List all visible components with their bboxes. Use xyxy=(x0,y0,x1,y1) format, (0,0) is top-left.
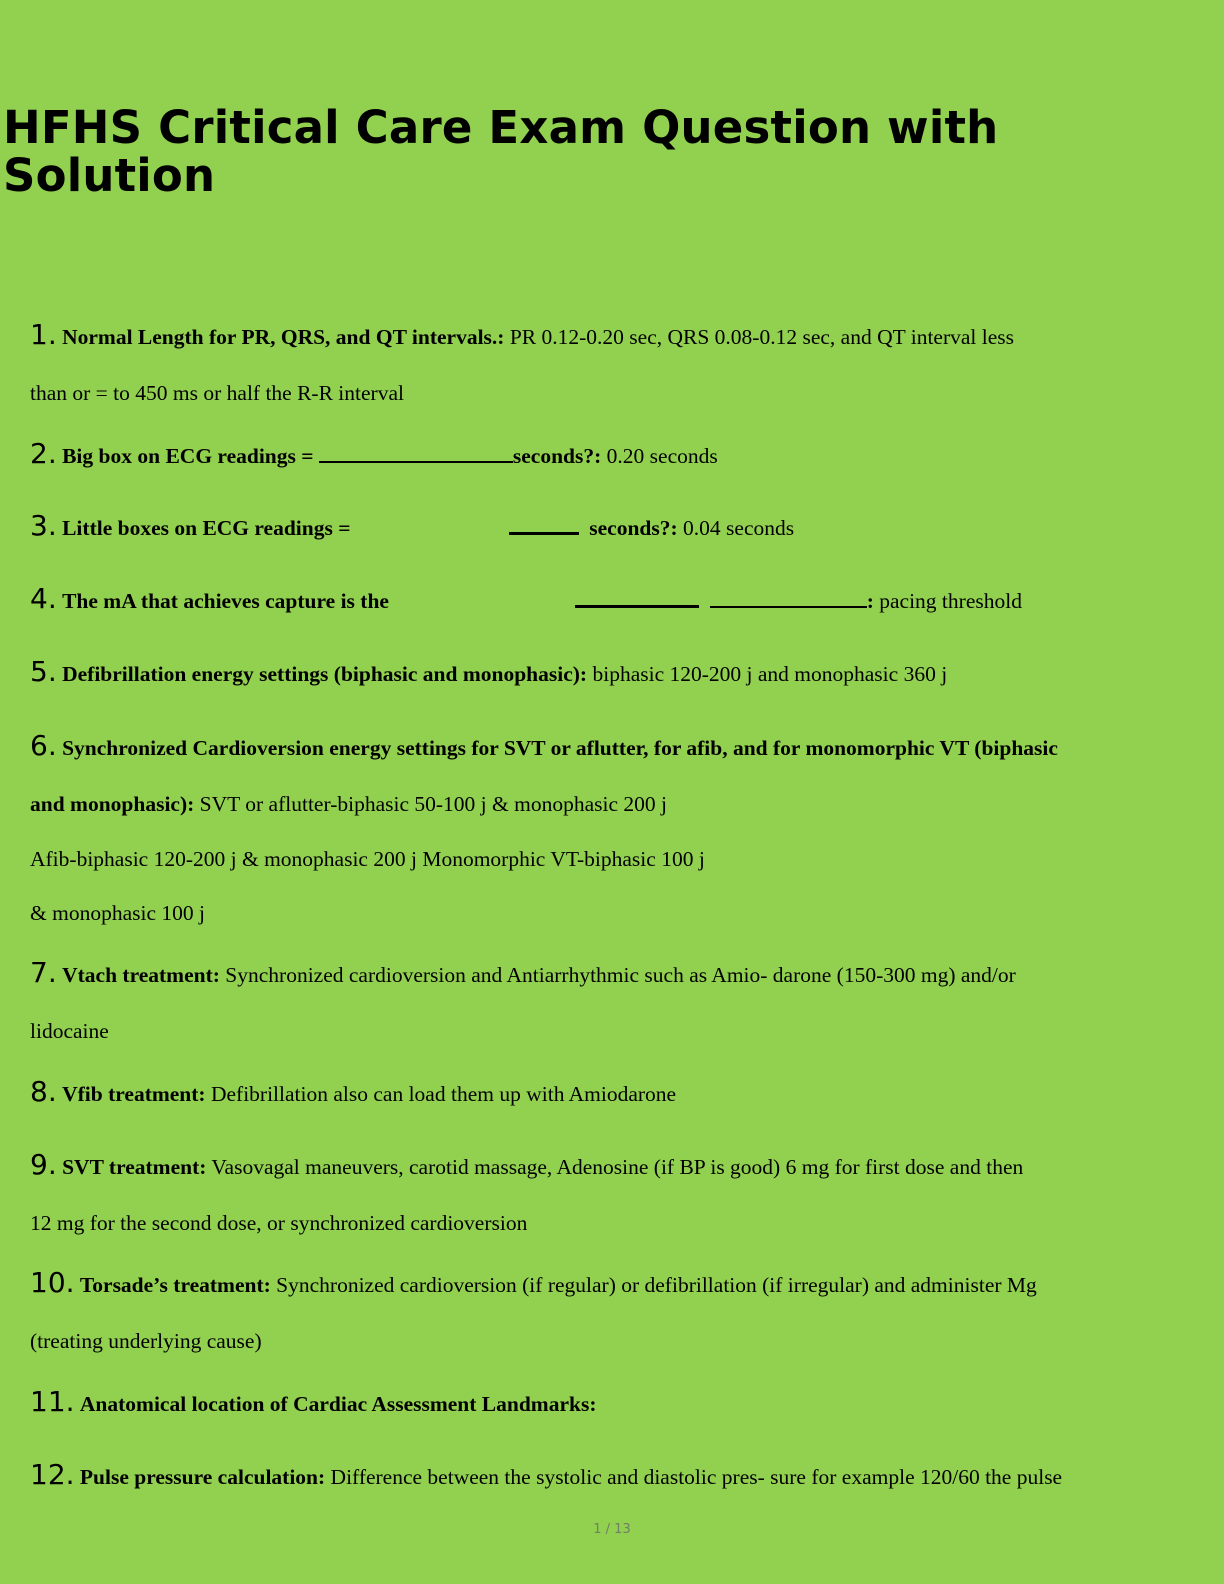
page-indicator: 1 / 13 xyxy=(593,1522,631,1537)
qa-line xyxy=(30,1255,1210,1313)
answer-text-cont: lidocaine xyxy=(30,1019,109,1043)
question-text-suffix: seconds?: xyxy=(512,444,602,468)
qa-item-9 xyxy=(30,1137,1210,1251)
qa-item-1 xyxy=(30,307,1210,421)
qa-item-8 xyxy=(30,1064,1210,1122)
document-title: HFHS Critical Care Exam Question with Solution xyxy=(3,101,999,202)
qa-line xyxy=(30,498,1210,556)
qa-line xyxy=(30,1064,1210,1122)
qa-line xyxy=(30,426,1210,484)
qa-item-10 xyxy=(30,1255,1210,1369)
item-number: 6. xyxy=(30,729,57,762)
answer-text: Defibrillation also can load them up with Amiodarone xyxy=(205,1082,677,1106)
qa-line xyxy=(30,945,1210,1003)
answer-text: Synchronized cardioversion (if regular) or defibrillation (if irregular) and administer Mg xyxy=(270,1273,1037,1297)
fill-in-blank xyxy=(575,591,699,608)
answer-text: 0.20 seconds xyxy=(601,444,718,468)
item-number: 11. xyxy=(30,1385,75,1418)
item-number: 1. xyxy=(30,318,57,351)
answer-text: Difference between the systolic and diastolic pres- sure for example 120/60 the pulse xyxy=(325,1465,1063,1489)
answer-text: biphasic 120-200 j and monophasic 360 j xyxy=(587,662,948,686)
question-text: Vfib treatment: xyxy=(62,1082,206,1106)
question-text: Vtach treatment: xyxy=(62,963,220,987)
qa-line xyxy=(30,832,1210,886)
qa-item-7 xyxy=(30,945,1210,1059)
qa-line xyxy=(30,1003,1210,1059)
qa-line xyxy=(30,718,1210,776)
qa-item-12 xyxy=(30,1447,1210,1505)
qa-item-5 xyxy=(30,644,1210,702)
item-number: 4. xyxy=(30,582,57,615)
answer-text: SVT or aflutter-biphasic 50-100 j & monophasic 200 j xyxy=(194,792,667,816)
qa-line xyxy=(30,886,1210,940)
qa-line xyxy=(30,644,1210,702)
qa-line xyxy=(30,365,1210,421)
item-number: 10. xyxy=(30,1266,75,1299)
answer-text-cont: & monophasic 100 j xyxy=(30,901,205,925)
item-number: 2. xyxy=(30,437,57,470)
item-number: 8. xyxy=(30,1075,57,1108)
question-text: Little boxes on ECG readings = xyxy=(62,516,351,540)
question-text: Normal Length for PR, QRS, and QT intervals.: xyxy=(62,325,505,349)
question-text: Defibrillation energy settings (biphasic and monophasic): xyxy=(62,662,588,686)
question-text: The mA that achieves capture is the xyxy=(62,589,389,613)
answer-text: PR 0.12-0.20 sec, QRS 0.08-0.12 sec, and QT interval less xyxy=(504,325,1015,349)
answer-text: Vasovagal maneuvers, carotid massage, Adenosine (if BP is good) 6 mg for first dose and then xyxy=(206,1155,1024,1179)
answer-text: 0.04 seconds xyxy=(677,516,795,540)
answer-text-cont: than or = to 450 ms or half the R-R interval xyxy=(30,381,404,405)
qa-line xyxy=(30,307,1210,365)
qa-line xyxy=(30,1313,1210,1369)
item-number: 5. xyxy=(30,655,57,688)
qa-item-11 xyxy=(30,1374,1210,1432)
answer-text: pacing threshold xyxy=(873,589,1022,613)
question-text-cont: and monophasic): xyxy=(30,792,195,816)
answer-text-cont: (treating underlying cause) xyxy=(30,1329,262,1353)
qa-line xyxy=(30,1137,1210,1195)
qa-item-4 xyxy=(30,571,1210,629)
question-text: Anatomical location of Cardiac Assessment Landmarks: xyxy=(79,1392,597,1416)
answer-text-cont: 12 mg for the second dose, or synchronized cardioversion xyxy=(30,1211,528,1235)
item-number: 12. xyxy=(30,1458,75,1491)
qa-item-6 xyxy=(30,718,1210,940)
item-number: 3. xyxy=(30,509,57,542)
qa-line xyxy=(30,1447,1210,1505)
answer-text: Synchronized cardioversion and Antiarrhythmic such as Amio- darone (150-300 mg) and/or xyxy=(219,963,1016,987)
qa-line xyxy=(30,1195,1210,1251)
fill-in-blank xyxy=(319,447,513,463)
fill-in-blank xyxy=(509,518,579,535)
question-text: Big box on ECG readings = xyxy=(62,444,319,468)
answer-text-cont: Afib-biphasic 120-200 j & monophasic 200 j Monomorphic VT-biphasic 100 j xyxy=(30,847,705,871)
qa-item-3 xyxy=(30,498,1210,556)
qa-line xyxy=(30,571,1210,629)
item-number: 7. xyxy=(30,956,57,989)
question-text: Torsade’s treatment: xyxy=(79,1273,271,1297)
question-text-suffix: : xyxy=(866,589,874,613)
qa-item-2 xyxy=(30,426,1210,484)
question-text: SVT treatment: xyxy=(62,1155,207,1179)
question-text-suffix: seconds?: xyxy=(589,516,678,540)
qa-line xyxy=(30,1374,1210,1432)
qa-line xyxy=(30,776,1210,832)
fill-in-blank xyxy=(710,592,867,608)
question-text: Synchronized Cardioversion energy settings for SVT or aflutter, for afib, and for monomorphic VT (biphasic xyxy=(62,736,1058,760)
question-text: Pulse pressure calculation: xyxy=(79,1465,326,1489)
item-number: 9. xyxy=(30,1148,57,1181)
